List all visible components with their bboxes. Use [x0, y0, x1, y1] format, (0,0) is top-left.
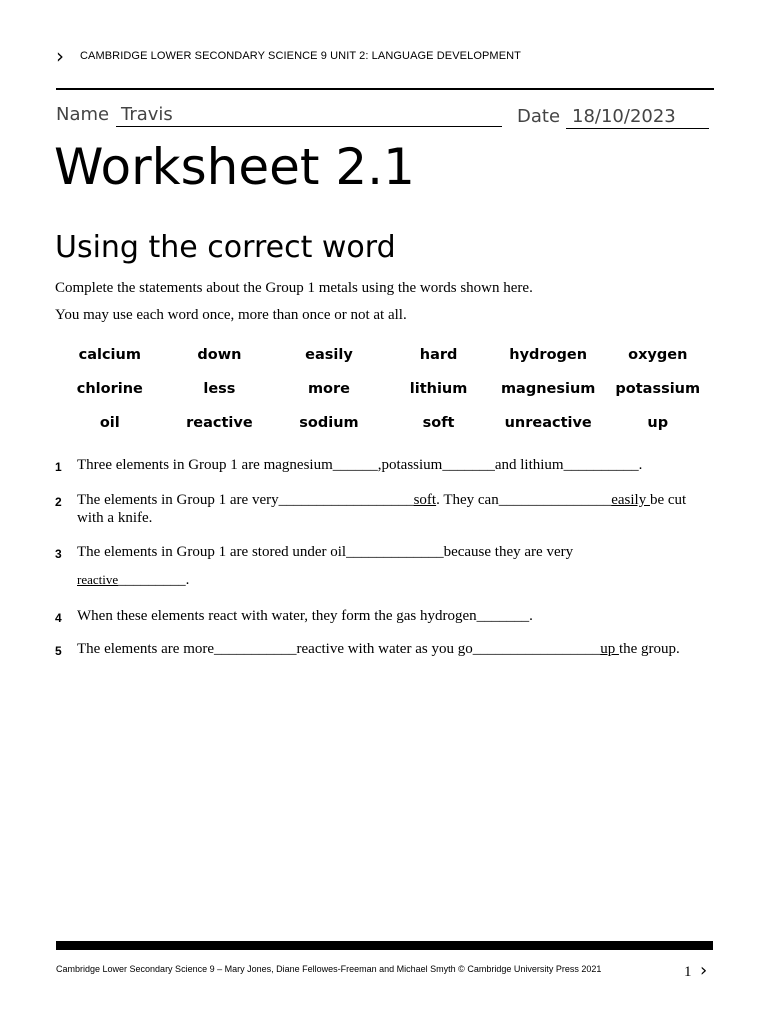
question-4: [55, 607, 715, 627]
word-bank-item: soft: [422, 415, 455, 431]
word-bank-item: more: [307, 381, 351, 397]
name-label: Name: [56, 104, 110, 125]
word-bank-item: hydrogen: [509, 347, 588, 363]
question-number: 2: [55, 495, 62, 509]
word-bank-item: sodium: [299, 415, 359, 431]
answer-easily: easily: [611, 492, 650, 508]
answer-soft: soft: [413, 492, 437, 508]
question-1: [55, 456, 715, 476]
question-text[interactable]: [77, 491, 715, 527]
word-bank-item: down: [197, 347, 242, 363]
section-subtitle: Using the correct word: [55, 230, 396, 265]
question-segment: . They can_______________: [436, 492, 612, 508]
word-bank-item: easily: [305, 347, 353, 363]
question-text[interactable]: [77, 456, 715, 474]
date-underline: [566, 128, 709, 129]
instruction-line-2: You may use each word once, more than once or not at all.: [55, 307, 407, 323]
header-chevron-icon: ›: [56, 44, 64, 68]
word-bank-item: lithium: [409, 381, 468, 397]
footer-bar: [56, 941, 713, 950]
answer-reactive: reactive: [77, 572, 119, 587]
question-line: [77, 571, 715, 589]
question-5: [55, 640, 715, 660]
question-segment: the group.: [618, 641, 680, 657]
question-3: [55, 543, 715, 593]
word-bank-item: reactive: [186, 415, 253, 431]
question-segment: be cut with a knife.: [77, 492, 687, 526]
question-number: 5: [55, 644, 62, 658]
question-number: 3: [55, 547, 62, 561]
question-segment: The elements in Group 1 are very__________________: [77, 492, 414, 508]
word-bank-item: hard: [419, 347, 458, 363]
word-bank-item: calcium: [78, 347, 141, 363]
next-page-chevron-icon[interactable]: ›: [700, 960, 708, 981]
question-number: 1: [55, 460, 62, 474]
question-text[interactable]: [77, 607, 715, 625]
date-label: Date: [517, 106, 561, 127]
footer-copyright: Cambridge Lower Secondary Science 9 – Mary Jones, Diane Fellowes-Freeman and Michael Smyth © Cambridge University Press 2021: [56, 964, 602, 974]
question-number: 4: [55, 611, 62, 625]
question-segment: When these elements react with water, they form the gas hydrogen_______.: [77, 608, 533, 624]
date-field[interactable]: 18/10/2023: [572, 106, 676, 127]
word-bank-row: [55, 338, 713, 372]
question-line: The elements in Group 1 are stored under oil_____________because they are very: [77, 544, 574, 560]
word-bank-item: oxygen: [628, 347, 688, 363]
question-text[interactable]: [77, 640, 715, 658]
word-bank-item: unreactive: [504, 415, 592, 431]
word-bank: [55, 338, 713, 440]
question-segment: The elements are more___________reactive with water as you go_________________: [77, 641, 601, 657]
instruction-line-1: Complete the statements about the Group 1 metals using the words shown here.: [55, 280, 533, 296]
word-bank-row: [55, 406, 713, 440]
question-segment: _________.: [118, 572, 190, 588]
page-title: Worksheet 2.1: [54, 138, 415, 196]
name-underline: [116, 126, 502, 127]
question-text[interactable]: [77, 543, 715, 589]
word-bank-row: [55, 372, 713, 406]
word-bank-item: less: [203, 381, 236, 397]
question-2: [55, 491, 715, 531]
word-bank-item: chlorine: [76, 381, 143, 397]
word-bank-item: potassium: [615, 381, 701, 397]
word-bank-item: up: [647, 415, 669, 431]
running-header: CAMBRIDGE LOWER SECONDARY SCIENCE 9 UNIT 2: LANGUAGE DEVELOPMENT: [80, 50, 521, 62]
question-segment: Three elements in Group 1 are magnesium______,potassium_______and lithium__________.: [77, 457, 643, 473]
page-number: 1: [684, 964, 692, 980]
answer-up: up: [600, 641, 619, 657]
word-bank-item: magnesium: [500, 381, 596, 397]
header-divider: [56, 88, 714, 90]
name-field[interactable]: Travis: [121, 104, 173, 125]
word-bank-item: oil: [99, 415, 120, 431]
